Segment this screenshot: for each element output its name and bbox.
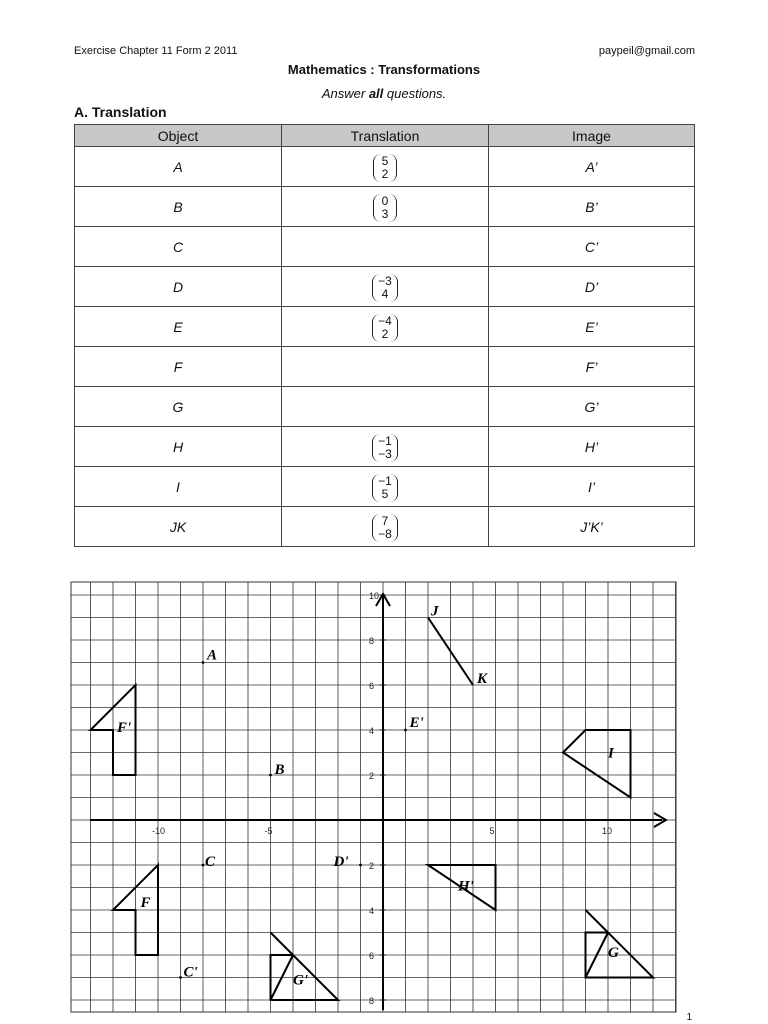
y-tick-label: 6 — [369, 681, 375, 691]
point-d-prime — [359, 864, 362, 867]
object-cell: C — [75, 227, 282, 267]
object-cell: G — [75, 387, 282, 427]
shape-g — [586, 910, 654, 978]
label-f-prime: F' — [117, 720, 132, 736]
y-tick-label: 2 — [369, 771, 375, 781]
instruction-post: questions. — [383, 86, 447, 101]
vector-bottom: 2 — [381, 326, 389, 341]
point-a — [202, 661, 205, 664]
object-cell: F — [75, 347, 282, 387]
label-g-prime: G' — [293, 972, 308, 989]
vector-bottom: −8 — [378, 526, 392, 541]
x-tick-label: -10 — [152, 826, 166, 836]
x-tick-label: 10 — [602, 826, 613, 836]
label-g: G — [608, 945, 619, 961]
label-j: J — [431, 603, 439, 620]
image-cell: J’K’ — [489, 507, 695, 547]
header-object: Object — [75, 125, 282, 147]
label-f: F — [140, 895, 151, 911]
shape-i — [563, 730, 631, 798]
vector-top: −1 — [378, 473, 392, 488]
vector-bottom: 5 — [381, 486, 389, 501]
page-title: Mathematics : Transformations — [287, 62, 481, 77]
object-cell: A — [75, 147, 282, 187]
object-cell: B — [75, 187, 282, 227]
object-cell: H — [75, 427, 282, 467]
label-a: A — [207, 647, 218, 664]
header-image: Image — [489, 125, 695, 147]
x-tick-label: -5 — [264, 826, 273, 836]
image-cell: H’ — [489, 427, 695, 467]
vector-top: −1 — [378, 433, 392, 448]
image-cell: C’ — [489, 227, 695, 267]
point-c — [202, 864, 205, 867]
instruction-pre: Answer — [321, 86, 369, 101]
image-cell: I’ — [489, 467, 695, 507]
object-cell: E — [75, 307, 282, 347]
label-c-prime: C' — [183, 964, 198, 981]
y-tick-label: 4 — [369, 906, 375, 916]
label-i: I — [608, 745, 614, 762]
image-cell: A’ — [489, 147, 695, 187]
point-c-prime — [179, 976, 182, 979]
page-number: 1 — [686, 1012, 692, 1023]
vector-bottom: −3 — [378, 446, 392, 461]
vector-top: 5 — [381, 153, 389, 168]
image-cell: D’ — [489, 267, 695, 307]
vector-top: 0 — [381, 193, 389, 208]
object-cell: D — [75, 267, 282, 307]
label-h-prime: H' — [458, 878, 474, 895]
label-c: C — [205, 854, 216, 870]
vector-top: −3 — [378, 273, 392, 288]
image-cell: E’ — [489, 307, 695, 347]
y-tick-label: 10 — [369, 591, 380, 601]
y-tick-label: 2 — [369, 861, 375, 871]
y-tick-label: 6 — [369, 951, 375, 961]
object-cell: JK — [75, 507, 282, 547]
y-tick-label: 8 — [369, 996, 375, 1006]
vector-bottom: 2 — [381, 166, 389, 181]
x-tick-label: 5 — [489, 826, 495, 836]
label-d-prime: D' — [333, 854, 349, 870]
vector-bottom: 3 — [381, 206, 389, 221]
y-tick-label: 8 — [369, 636, 375, 646]
label-e-prime: E' — [409, 715, 424, 731]
object-cell: I — [75, 467, 282, 507]
y-tick-label: 4 — [369, 726, 375, 736]
section-title: A. Translation — [74, 104, 167, 120]
header-email: paypeil@gmail.com — [598, 45, 695, 57]
label-k: K — [477, 671, 488, 687]
image-cell: B’ — [489, 187, 695, 227]
point-e-prime — [404, 729, 407, 732]
instruction-bold: all — [368, 86, 384, 101]
image-cell: F’ — [489, 347, 695, 387]
header-left: Exercise Chapter 11 Form 2 2011 — [74, 45, 238, 57]
vector-bottom: 4 — [381, 286, 389, 301]
vector-top: 7 — [381, 513, 389, 528]
header-translation: Translation — [282, 125, 489, 147]
image-cell: G’ — [489, 387, 695, 427]
shape-g-prime — [271, 933, 339, 1001]
vector-top: −4 — [378, 313, 392, 328]
point-b — [269, 774, 272, 777]
label-b: B — [274, 762, 285, 778]
